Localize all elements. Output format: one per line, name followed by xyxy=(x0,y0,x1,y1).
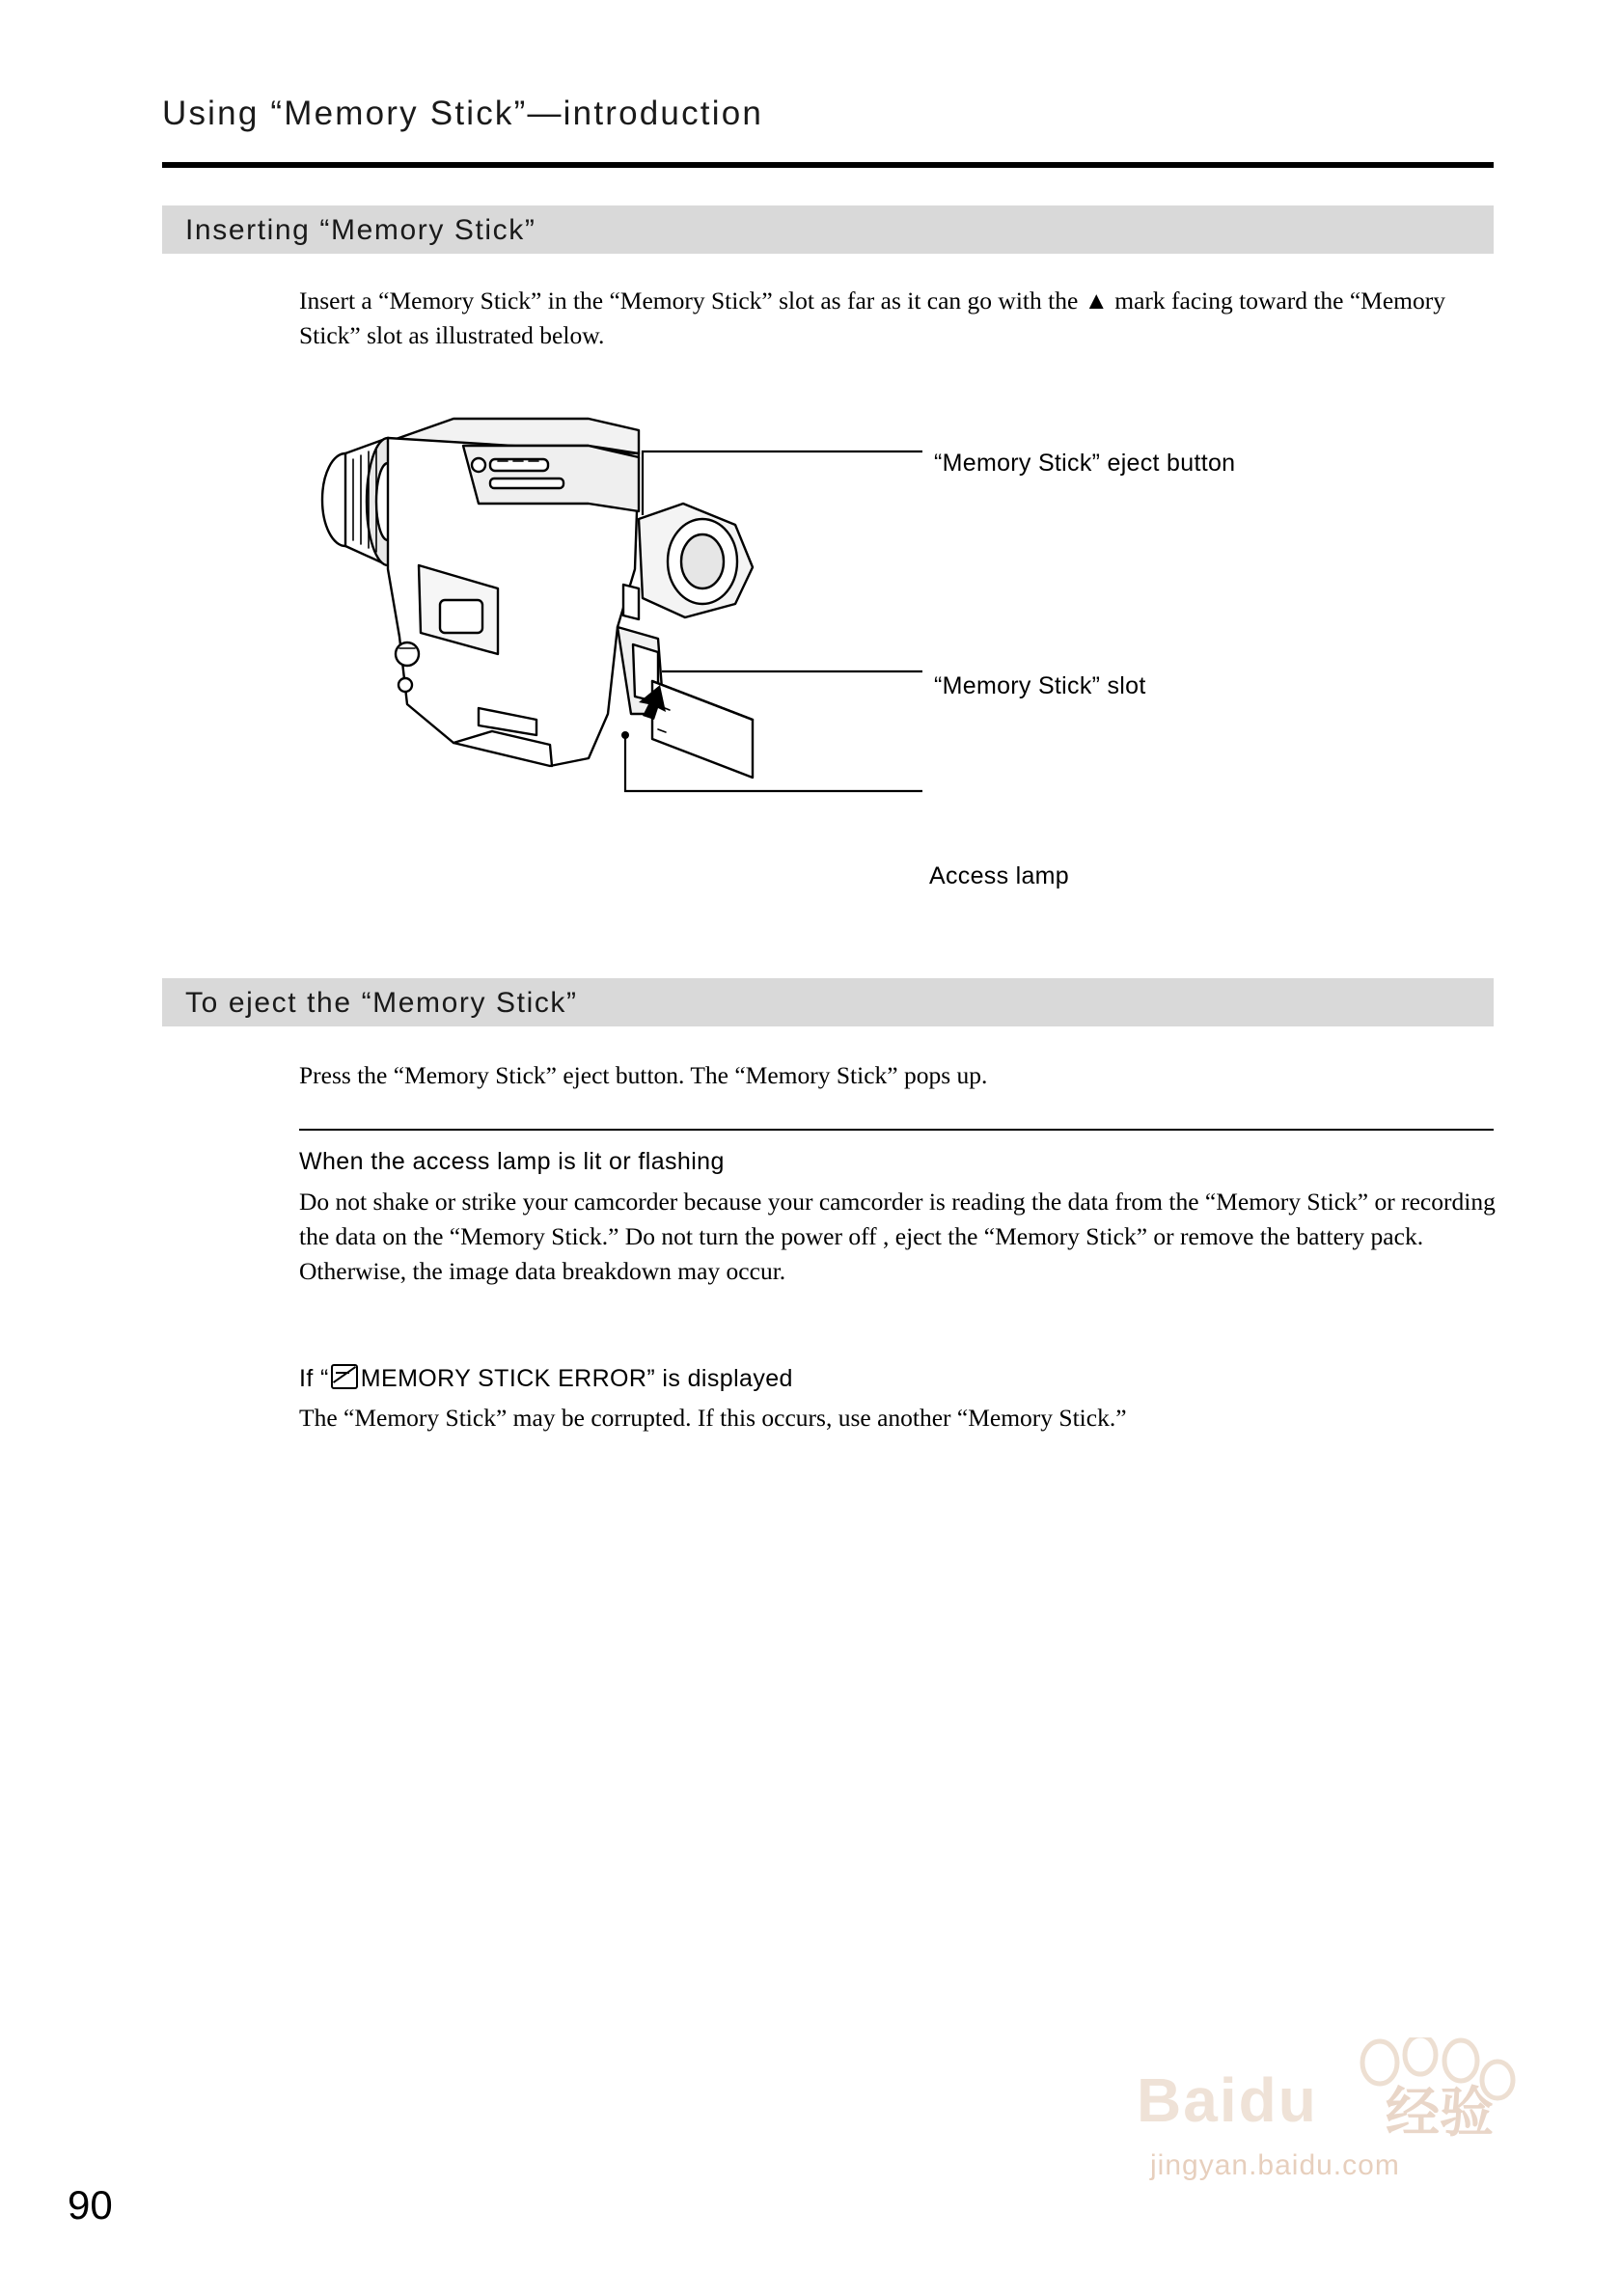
note-heading-prefix: If “ xyxy=(299,1365,329,1392)
section-heading-label: Inserting “Memory Stick” xyxy=(185,214,536,246)
section-header-eject xyxy=(162,978,1494,1026)
note-heading-suffix: MEMORY STICK ERROR” is displayed xyxy=(360,1365,793,1392)
callout-access-lamp: Access lamp xyxy=(929,862,1070,889)
watermark-url: jingyan.baidu.com xyxy=(1150,2149,1400,2181)
memory-stick-error-icon xyxy=(331,1364,358,1389)
note-heading-access-lamp: When the access lamp is lit or flashing xyxy=(299,1148,725,1175)
note-body-memory-stick-error: The “Memory Stick” may be corrupted. If this occurs, use another “Memory Stick.” xyxy=(299,1404,1127,1432)
note-divider xyxy=(299,1129,1494,1131)
section-heading-label: To eject the “Memory Stick” xyxy=(185,987,578,1019)
callout-eject-button: “Memory Stick” eject button xyxy=(934,450,1236,477)
camcorder-illustration xyxy=(299,396,975,907)
callout-slot: “Memory Stick” slot xyxy=(934,672,1146,699)
note-body-access-lamp: Do not shake or strike your camcorder because your camcorder is reading the data from the “Memory Stick” or recording the data on the “Memory Stick.” Do not turn the power off , eject the “Memory Stick” or remove the battery pack. Otherwise, the image data breakdown may occur. xyxy=(299,1188,1496,1285)
intro-paragraph: Insert a “Memory Stick” in the “Memory Stick” slot as far as it can go with the ▲ mark facing toward the “Memory Stick” slot as illustrated below. xyxy=(299,287,1445,349)
section-header-inserting xyxy=(162,205,1494,254)
baidu-watermark xyxy=(1127,2037,1532,2211)
watermark-brand-cn: 经验 xyxy=(1386,2082,1494,2143)
page-number: 90 xyxy=(68,2182,113,2228)
page-title: Using “Memory Stick”—introduction xyxy=(162,95,764,132)
title-divider xyxy=(162,162,1494,168)
note-heading-memory-stick-error xyxy=(299,1364,793,1393)
paw-print-icon xyxy=(1357,2037,1521,2109)
watermark-brand: Baidu xyxy=(1137,2065,1318,2135)
eject-paragraph: Press the “Memory Stick” eject button. The “Memory Stick” pops up. xyxy=(299,1061,988,1089)
